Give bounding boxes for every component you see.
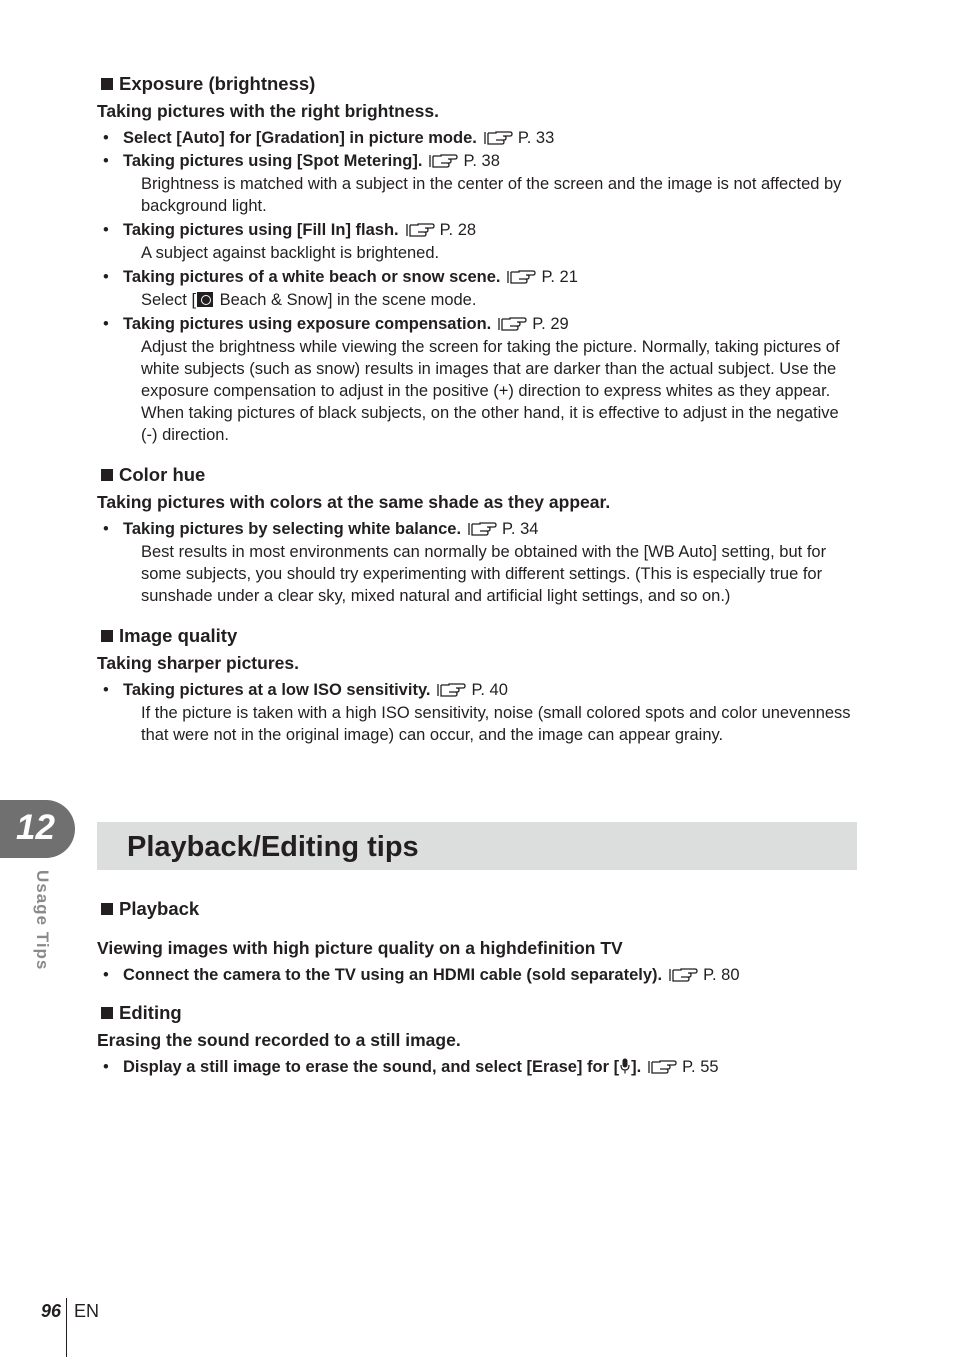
tip-list (97, 1056, 857, 1078)
list-item: • Taking pictures of a white beach or snow scene. P. 21 (103, 268, 578, 286)
footer-divider (66, 1298, 67, 1357)
tip-description: A subject against backlight is brightened. (141, 244, 440, 262)
page-reference[interactable]: P. 28 (405, 221, 476, 239)
tip-list (97, 679, 857, 701)
list-item: • Taking pictures using [Fill In] flash. P. 28 (103, 221, 477, 239)
pointing-hand-icon (668, 966, 698, 983)
tip-description: If the picture is taken with a high ISO sensitivity, noise (small colored spots and color unevenness that were not in the original image) can occur, and the image can appear grainy. (141, 704, 851, 744)
section-subheading: Taking pictures with colors at the same shade as they appear. (97, 492, 611, 512)
square-bullet-icon (101, 1007, 113, 1019)
list-item: • Select [Auto] for [Gradation] in picture mode. P. 33 (103, 129, 555, 147)
tip-list (97, 518, 857, 540)
pointing-hand-icon (467, 520, 497, 537)
page-reference[interactable]: P. 38 (428, 152, 499, 170)
pointing-hand-icon (436, 681, 466, 698)
page-reference[interactable]: P. 55 (647, 1058, 718, 1076)
page-number: 96 (41, 1301, 62, 1321)
tip-description: Best results in most environments can normally be obtained with the [WB Auto] setting, but for some subjects, you should try experimenting with different settings. (This is especially true for sunshade under a clear sky, mixed natural and artificial light settings, and so on.) (141, 543, 827, 605)
tip-list (97, 219, 857, 241)
section-heading-playback: Playback (97, 897, 857, 921)
chapter-tab (0, 800, 75, 858)
page-reference[interactable]: P. 33 (483, 129, 554, 147)
tip-list (97, 964, 857, 986)
pointing-hand-icon (405, 221, 435, 238)
list-item: • Connect the camera to the TV using an HDMI cable (sold separately). P. 80 (103, 966, 740, 984)
list-item: • Display a still image to erase the sound, and select [Erase] for [ ]. P. 55 (103, 1058, 719, 1076)
pointing-hand-icon (506, 268, 536, 285)
list-item: • Taking pictures using exposure compensation. P. 29 (103, 315, 569, 333)
section-heading-color-hue: Color hue (97, 463, 857, 487)
page-reference[interactable]: P. 29 (497, 315, 568, 333)
chapter-number: 12 (16, 808, 55, 847)
playback-editing-content (97, 897, 857, 1079)
banner-title: Playback/Editing tips (127, 831, 419, 863)
beach-snow-mode-icon (197, 292, 213, 307)
section-heading-exposure: Exposure (brightness) (97, 72, 857, 96)
pointing-hand-icon (483, 129, 513, 146)
tip-list (97, 266, 857, 288)
section-heading-image-quality: Image quality (97, 624, 857, 648)
page-language: EN (74, 1301, 100, 1321)
tip-description: Select [ Beach & Snow] in the scene mode. (141, 291, 477, 309)
section-banner (97, 822, 857, 870)
square-bullet-icon (101, 630, 113, 642)
page-reference[interactable]: P. 34 (467, 520, 538, 538)
tip-description: Adjust the brightness while viewing the screen for taking the picture. Normally, taking pictures of white subjects (such as snow) results in images that are darker than the actual subject. Use the exposure compensation to adjust in the positive (+) direction to express whites as they appear. When taking pictures of black subjects, on the other hand, it is effective to adjust in the negative (-) direction. (141, 338, 840, 444)
square-bullet-icon (101, 78, 113, 90)
section-subheading: Taking pictures with the right brightness. (97, 101, 439, 121)
list-item: • Taking pictures at a low ISO sensitivity. P. 40 (103, 681, 508, 699)
chapter-label: Usage Tips (33, 870, 52, 971)
section-subheading: Taking sharper pictures. (97, 653, 299, 673)
list-item: • Taking pictures using [Spot Metering]. P. 38 (103, 152, 500, 170)
microphone-icon (620, 1058, 630, 1074)
page-reference[interactable]: P. 21 (506, 268, 577, 286)
pointing-hand-icon (497, 315, 527, 332)
chapter-side-label (33, 870, 62, 984)
square-bullet-icon (101, 903, 113, 915)
tip-list (97, 313, 857, 335)
section-subheading: Viewing images with high picture quality on a highdefinition TV (97, 938, 623, 958)
section-heading-editing: Editing (97, 1001, 857, 1025)
square-bullet-icon (101, 469, 113, 481)
pointing-hand-icon (428, 152, 458, 169)
pointing-hand-icon (647, 1058, 677, 1075)
tip-list (97, 127, 857, 172)
list-item: • Taking pictures by selecting white balance. P. 34 (103, 520, 539, 538)
shooting-tips-content (97, 72, 857, 748)
page-reference[interactable]: P. 80 (668, 966, 739, 984)
section-subheading: Erasing the sound recorded to a still image. (97, 1030, 461, 1050)
page-reference[interactable]: P. 40 (436, 681, 507, 699)
tip-description: Brightness is matched with a subject in the center of the screen and the image is not affected by background light. (141, 175, 842, 215)
